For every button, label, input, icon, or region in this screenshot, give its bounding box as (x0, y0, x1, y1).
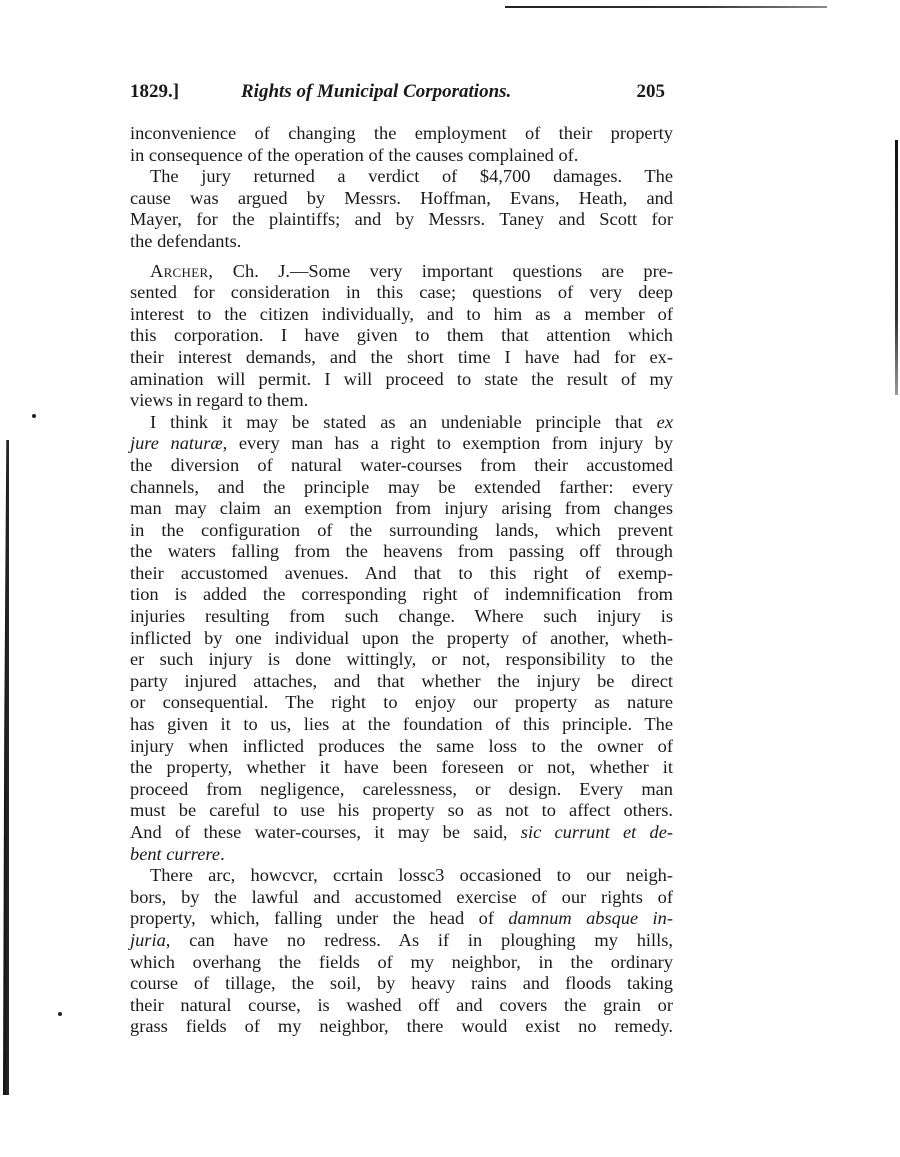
paragraph (130, 865, 673, 1038)
line-text: property, which, falling under the head of (130, 908, 494, 929)
text-line: their natural course, is washed off and covers the grain or (130, 994, 673, 1015)
text-line: cause was argued by Messrs. Hoffman, Evans, Heath, and (130, 187, 673, 208)
ink-speck (58, 1012, 62, 1016)
line-text: Ch. J.—Some very important questions are pre- (213, 260, 673, 281)
text-line: or consequential. The right to enjoy our property as nature (130, 692, 673, 713)
text-line: the waters falling from the heavens from passing off through (130, 541, 673, 562)
text-line (130, 433, 673, 455)
text-line (130, 908, 673, 930)
text-line: bors, by the lawful and accustomed exercise of our rights of (130, 886, 673, 907)
text-line: party injured attaches, and that whether the injury be direct (130, 670, 673, 691)
page (130, 78, 673, 1038)
body-text (130, 123, 673, 1038)
text-line: in the configuration of the surrounding lands, which prevent (130, 519, 673, 540)
text-line: er such injury is done wittingly, or not, responsibility to the (130, 649, 673, 670)
text-line: views in regard to them. (130, 390, 309, 411)
latin-phrase: bent currere (130, 843, 221, 864)
text-line: which overhang the fields of my neighbor, in the ordinary (130, 951, 673, 972)
paragraph (130, 166, 673, 252)
latin-phrase: ex (656, 411, 673, 432)
page-edge-left (3, 440, 9, 1095)
latin-phrase: sic currunt et de- (520, 822, 673, 842)
text-line: the diversion of natural water-courses from their accustomed (130, 454, 673, 475)
text-line: There arc, howcvcr, ccrtain lossc3 occasioned to our neigh- (150, 865, 673, 886)
running-head-year: 1829.] (130, 81, 180, 102)
text-line: their accustomed avenues. And that to this right of exemp- (130, 562, 673, 583)
judge-name: Archer, (150, 260, 214, 281)
text-line: inconvenience of changing the employment of their property (130, 123, 673, 143)
top-rule (505, 6, 827, 8)
text-line: their interest demands, and the short time I have had for ex- (130, 346, 673, 367)
paragraph (130, 412, 673, 865)
text-line: amination will permit. I will proceed to state the result of my (130, 368, 673, 389)
page-edge-right (895, 140, 898, 395)
line-text: I think it may be stated as an undeniable principle that (150, 411, 643, 432)
text-line: injury when inflicted produces the same loss to the owner of (130, 735, 673, 756)
text-line: the property, whether it have been foreseen or not, whether it (130, 757, 673, 778)
paragraph (130, 261, 673, 412)
line-text: , can have no redress. As if in ploughing my hills, (165, 929, 673, 950)
text-line: must be careful to use his property so as not to affect others. (130, 800, 673, 821)
text-line: interest to the citizen individually, and to him as a member of (130, 303, 673, 324)
text-line: grass fields of my neighbor, there would exist no remedy. (130, 1016, 673, 1037)
text-line: injuries resulting from such change. Where such injury is (130, 606, 673, 627)
text-line: has given it to us, lies at the foundation of this principle. The (130, 714, 673, 735)
text-line: inflicted by one individual upon the property of another, wheth- (130, 627, 673, 648)
text-line: proceed from negligence, carelessness, or design. Every man (130, 778, 673, 799)
line-text: . (220, 843, 225, 864)
text-line (130, 412, 673, 434)
text-line (130, 930, 673, 952)
latin-phrase: damnum absque in- (508, 908, 673, 929)
line-text: , every man has a right to exemption from injury by (222, 433, 673, 454)
text-line: the defendants. (130, 230, 242, 251)
text-line (130, 844, 673, 866)
line-text: And of these water-courses, it may be said, (130, 822, 508, 842)
text-line: sented for consideration in this case; questions of very deep (130, 282, 673, 303)
text-line (130, 261, 673, 283)
text-line: The jury returned a verdict of $4,700 damages. The (150, 166, 673, 187)
text-line: man may claim an exemption from injury arising from changes (130, 498, 673, 519)
latin-phrase: juria (130, 929, 166, 950)
latin-phrase: jure naturæ (130, 433, 223, 454)
running-head-title: Rights of Municipal Corporations. (241, 81, 512, 102)
text-line: Mayer, for the plaintiffs; and by Messrs. Taney and Scott for (130, 209, 673, 230)
page-number: 205 (636, 81, 665, 102)
paragraph (130, 123, 673, 166)
text-line (130, 822, 673, 844)
running-head (130, 78, 673, 106)
text-line: channels, and the principle may be extended farther: every (130, 476, 673, 497)
text-line: course of tillage, the soil, by heavy rains and floods taking (130, 973, 673, 994)
text-line: this corporation. I have given to them that attention which (130, 325, 673, 346)
text-line: in consequence of the operation of the causes complained of. (130, 144, 579, 165)
ink-speck (32, 414, 36, 418)
text-line: tion is added the corresponding right of indemnification from (130, 584, 673, 605)
